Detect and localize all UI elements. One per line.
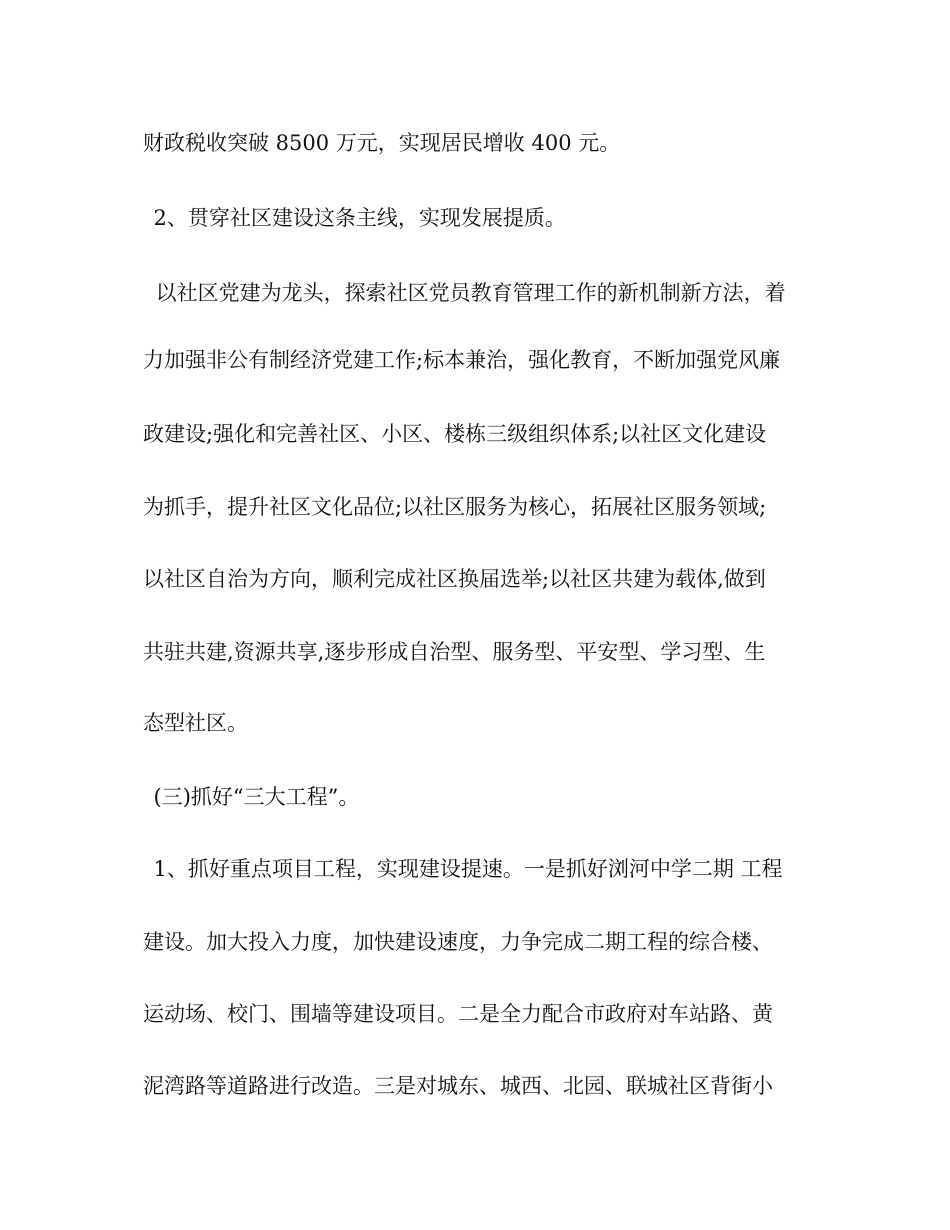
text-line: 以社区党建为龙头，探索社区党员教育管理工作的新机制新方法，着 (155, 281, 786, 305)
text-line: 2、贯穿社区建设这条主线，实现发展提质。 (153, 206, 566, 230)
text-line: 力加强非公有制经济党建工作;标本兼治，强化教育，不断加强党风廉 (143, 348, 781, 372)
text-line: 财政税收突破 8500 万元，实现居民增收 400 元。 (143, 131, 621, 155)
text-line: 以社区自治为方向，顺利完成社区换届选举;以社区共建为载体,做到 (143, 567, 766, 591)
text-line: 态型社区。 (143, 711, 248, 735)
text-line: 政建设;强化和完善社区、小区、楼栋三级组织体系;以社区文化建设 (143, 422, 767, 446)
text-line: 1、抓好重点项目工程，实现建设提速。一是抓好浏河中学二期 工程 (153, 857, 783, 881)
text-line: 运动场、校门、围墙等建设项目。二是全力配合市政府对车站路、黄 (143, 1002, 773, 1026)
text-line: 建设。加大投入力度，加快建设速度，力争完成二期工程的综合楼、 (143, 930, 773, 954)
text-line: 泥湾路等道路进行改造。三是对城东、城西、北园、联城社区背街小 (143, 1074, 773, 1098)
text-line: 共驻共建,资源共享,逐步形成自治型、服务型、平安型、学习型、生 (143, 640, 766, 664)
text-line: 为抓手，提升社区文化品位;以社区服务为核心，拓展社区服务领域; (143, 495, 767, 519)
text-line: (三)抓好“三大工程”。 (153, 785, 360, 809)
